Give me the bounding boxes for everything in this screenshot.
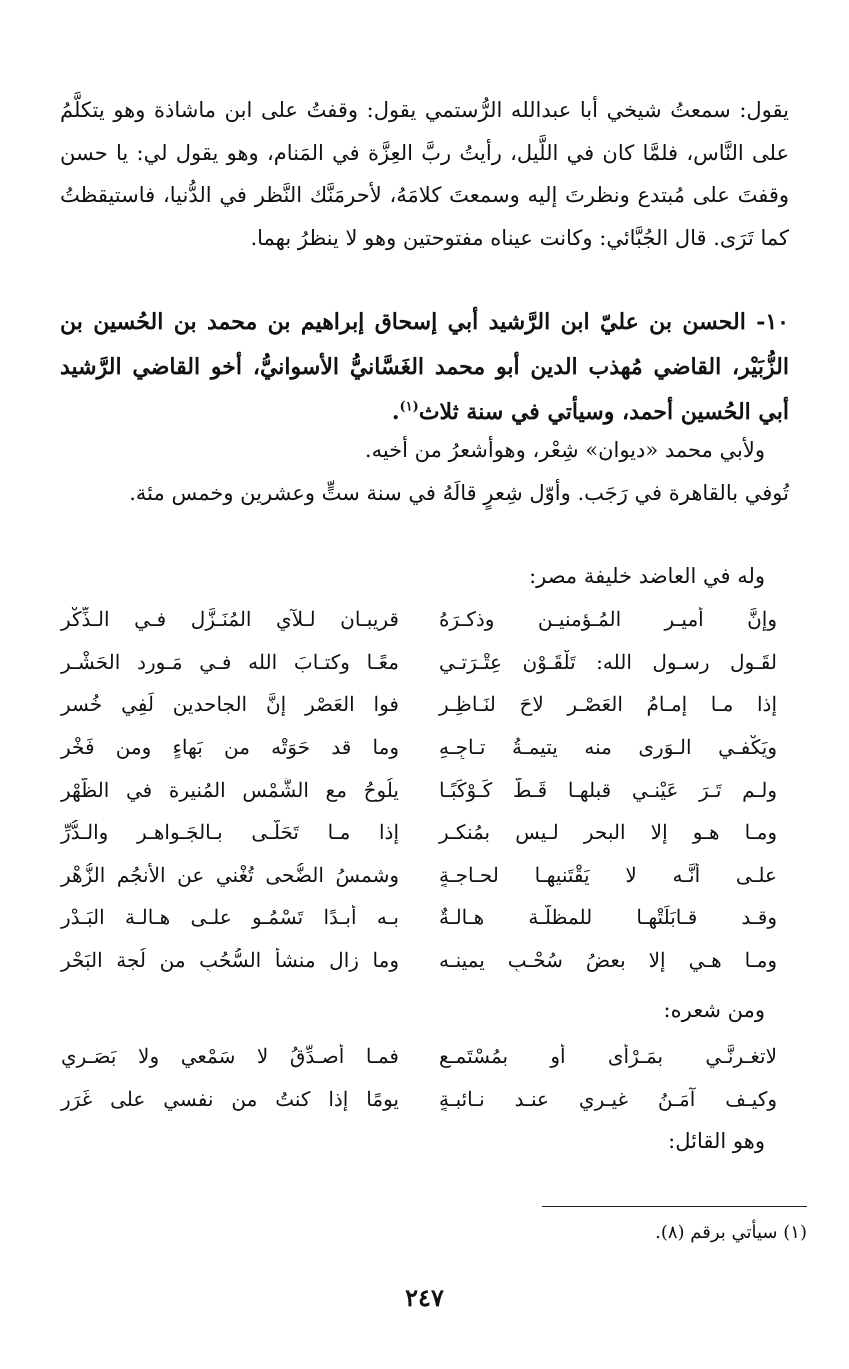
verse-second-hemistich: وشمسُ الضُّحى تُغْني عن الأنجُمِ الزُّهْرِ [61, 862, 399, 887]
closing-line: وهو القائل: [668, 1129, 765, 1153]
verse [55, 598, 783, 641]
verse [55, 726, 783, 769]
verse [55, 896, 783, 939]
verse [55, 1078, 783, 1121]
verse-first-hemistich: ويَكْفـي الـوَرى منه يتيمـةُ تـاجِـهِ [439, 735, 777, 760]
footnote-text: سيأتي برقم (٨). [655, 1222, 778, 1243]
verse [55, 854, 783, 897]
verse-first-hemistich: وإنَّ أميـر المُـؤمنيـن وذكـرَهُ [439, 607, 777, 632]
verse-first-hemistich: ولـم تَـرَ عَيْنـي قبلهـا قَـطُّ كَـوْكَبًـا [439, 777, 777, 802]
verse-first-hemistich: ومـا هـو إلا البحر لـيس بمُنكـرٍ [439, 820, 777, 845]
verse-first-hemistich: لقَـول رسـول الله: تَلْقَـوْن عِتْـرَتـي [439, 649, 777, 674]
opening-paragraph: يقول: سمعتُ شيخي أبا عبدالله الرُّستمي يقول: وقفتُ على ابن ماشاذة وهو يتكلَّمُ على النَّاس، فلمَّا كان في اللَّيل، رأيتُ ربَّ العِزَّة في المَنام، وهو يقول لي: يا حسن وقفتَ على مُبتدع ونظرتَ إليه وسمعتَ كلامَهُ، لأحرمَنَّك النَّظر في الدُّنيا، فاستيقظتُ كما تَرَى. قال الجُبَّائي: وكانت عيناه مفتوحتين وهو لا ينظرُ بهما. [60, 98, 789, 250]
poem1-intro: وله في العاضد خليفة مصر: [529, 564, 765, 588]
footnote-divider [542, 1206, 807, 1207]
verse-second-hemistich: وما قد حَوَتْه من بَهاءٍ ومن فَخْر [61, 735, 399, 760]
entry-heading-text: ١٠- الحسن بن عليّ ابن الرَّشيد أبي إسحاق إبراهيم بن محمد بن الحُسين بن الزُّبَيْر، القاضي مُهذب الدين أبو محمد الغَسَّانيُّ الأسوانيُّ، أخو القاضي الرَّشيد أبي الحُسين أحمد، وسيأتي في سنة ثلاث [60, 309, 789, 425]
verse-second-hemistich: فوا العَصْر إنَّ الجاحدين لَفِي خُسر [61, 692, 399, 717]
verse-first-hemistich: لاتغـرنَّـي بمَـرْأى أو بمُسْتَمـع [439, 1044, 777, 1069]
verse-second-hemistich: وما زال منشأ السُّحُبِ من لُجة البَحْرِ [61, 948, 399, 973]
poem2-intro: ومن شعره: [663, 998, 765, 1022]
footnote-marker: (١) [399, 399, 419, 415]
poem1 [55, 598, 783, 981]
verse-first-hemistich: علـى أنَّـه لا يَقْتَنيهـا لحـاجـةٍ [439, 862, 777, 887]
death-paragraph: تُوفي بالقاهرة في رَجَب. وأوّل شِعرٍ قالَهُ في سنة ستٍّ وعشرين وخمس مئة. [129, 481, 789, 505]
footnote [655, 1222, 807, 1243]
verse-second-hemistich: معًـا وكتـابَ الله فـي مَـورد الحَشْـر [61, 649, 399, 674]
verse [55, 768, 783, 811]
verse-second-hemistich: يلُوحُ مع الشَّمْس المُنيرة في الظُّهْر [61, 777, 399, 802]
footnote-number: (١) [783, 1222, 807, 1243]
verse-second-hemistich: إذا مـا تَحَلَّـى بـالجَـواهـر والـدُّرِّ [61, 820, 399, 845]
entry-heading [60, 300, 789, 435]
page-number: ٢٤٧ [405, 1283, 444, 1312]
verse-first-hemistich: إذا مـا إمـامُ العَصْـر لاحَ لنَـاظِـرٍ [439, 692, 777, 717]
verse-second-hemistich: فمـا أصـدِّقُ لا سَمْعي ولا بَصَـري [61, 1044, 399, 1069]
verse [55, 1035, 783, 1078]
verse [55, 641, 783, 684]
verse [55, 811, 783, 854]
entry-heading-end: . [391, 399, 400, 425]
verse [55, 939, 783, 982]
verse-second-hemistich: يومًا إذا كنتُ من نفسي على غَرَرِ [61, 1086, 399, 1111]
diwan-paragraph: ولأبي محمد «ديوان» شِعْر، وهوأشعرُ من أخيه. [364, 438, 765, 462]
verse-second-hemistich: بـه أبـدًا تَسْمُـو علـى هـالـة البَـدْر [61, 905, 399, 930]
poem2 [55, 1035, 783, 1120]
verse-first-hemistich: وكيـف آمَـنُ غيـري عنـد نـائبـةٍ [439, 1086, 777, 1111]
verse-second-hemistich: قريبـان لـلآي المُنَـزَّلِ فـي الـذِّكْر [61, 607, 399, 632]
verse-first-hemistich: ومـا هـي إلا بعضُ سُحْـبِ يمينـه [439, 948, 777, 973]
verse [55, 683, 783, 726]
verse-first-hemistich: وقـد قـابَلَتْهـا للمظلَّـة هـالـةٌ [439, 905, 777, 930]
